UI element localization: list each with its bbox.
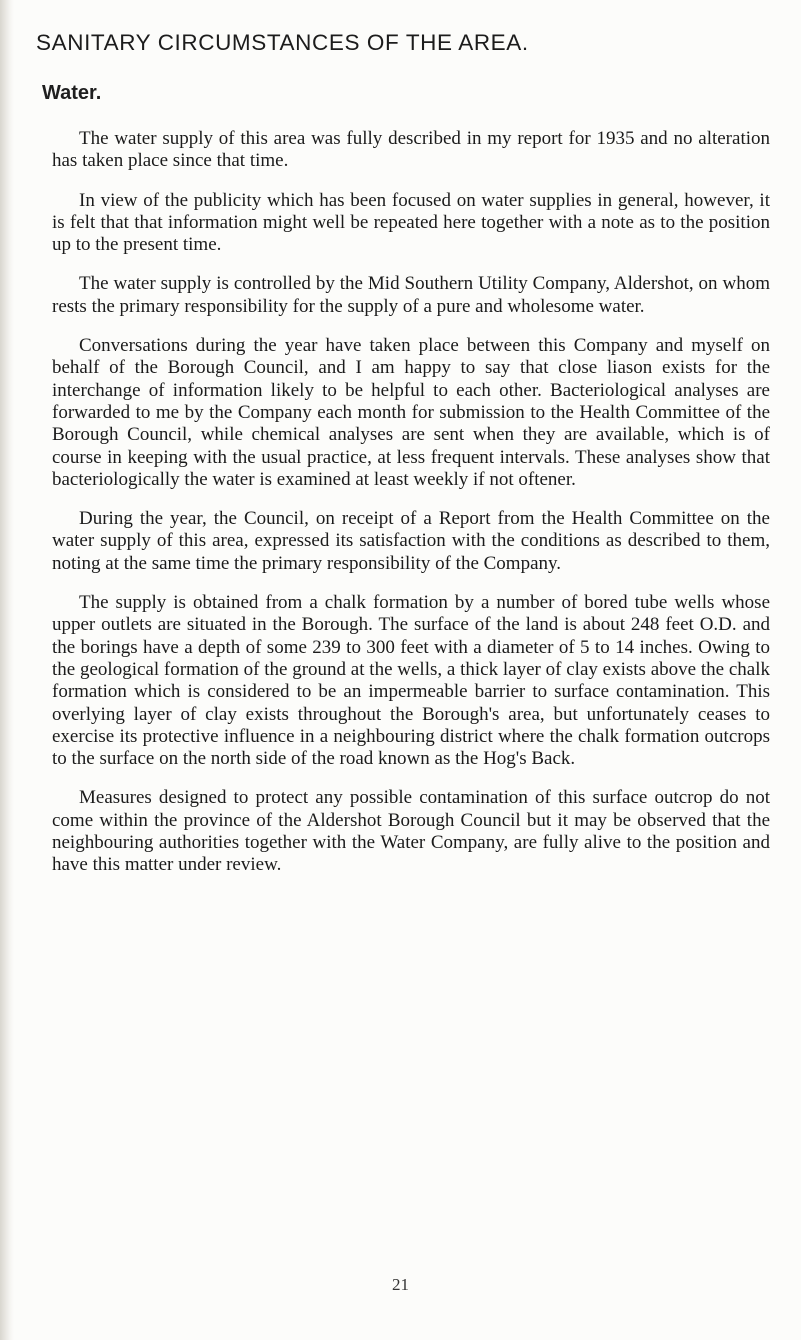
page-number: 21 (392, 1275, 409, 1294)
paragraph: The water supply of this area was fully described in my report for 1935 and no alteration has taken place since that time. (52, 128, 770, 172)
page-heading: SANITARY CIRCUMSTANCES OF THE AREA. (36, 30, 529, 55)
body-text (52, 128, 770, 894)
paragraph: During the year, the Council, on receipt of a Report from the Health Committee on the water supply of this area, expressed its satisfaction with the conditions as described to them, noting at the same time the primary responsibility of the Company. (52, 508, 770, 574)
page-edge-shadow (0, 0, 14, 1340)
paragraph: In view of the publicity which has been focused on water supplies in general, however, it is felt that that information might well be repeated here together with a note as to the position up to the present time. (52, 189, 770, 256)
section-title: Water. (42, 82, 102, 104)
paragraph: The water supply is controlled by the Mid Southern Utility Company, Aldershot, on whom rests the primary responsibility for the supply of a pure and wholesome water. (52, 273, 770, 317)
paragraph: Measures designed to protect any possible contamination of this surface outcrop do not come within the province of the Aldershot Borough Council but it may be observed that the neighbouring authorities together with the Water Company, are fully alive to the position and have this matter under review. (52, 787, 770, 876)
paragraph: Conversations during the year have taken place between this Company and myself on behalf of the Borough Council, and I am happy to say that close liason exists for the interchange of information likely to be helpful to each other. Bacteriological analyses are forwarded to me by the Company each month for submission to the Health Committee of the Borough Council, while chemical analyses are sent when they are available, which is of course in keeping with the usual practice, at less frequent intervals. These analyses show that bacteriologically the water is examined at least weekly if not oftener. (52, 335, 770, 490)
paragraph: The supply is obtained from a chalk formation by a number of bored tube wells whose upper outlets are situated in the Borough. The surface of the land is about 248 feet O.D. and the borings have a depth of some 239 to 300 feet with a diameter of 5 to 14 inches. Owing to the geological formation of the ground at the wells, a thick layer of clay exists above the chalk formation which is considered to be an impermeable barrier to surface contamination. This overlying layer of clay exists throughout the Borough's area, but unfortunately ceases to exercise its protective influence in a neighbouring district where the chalk formation outcrops to the surface on the north side of the road known as the Hog's Back. (52, 592, 770, 770)
